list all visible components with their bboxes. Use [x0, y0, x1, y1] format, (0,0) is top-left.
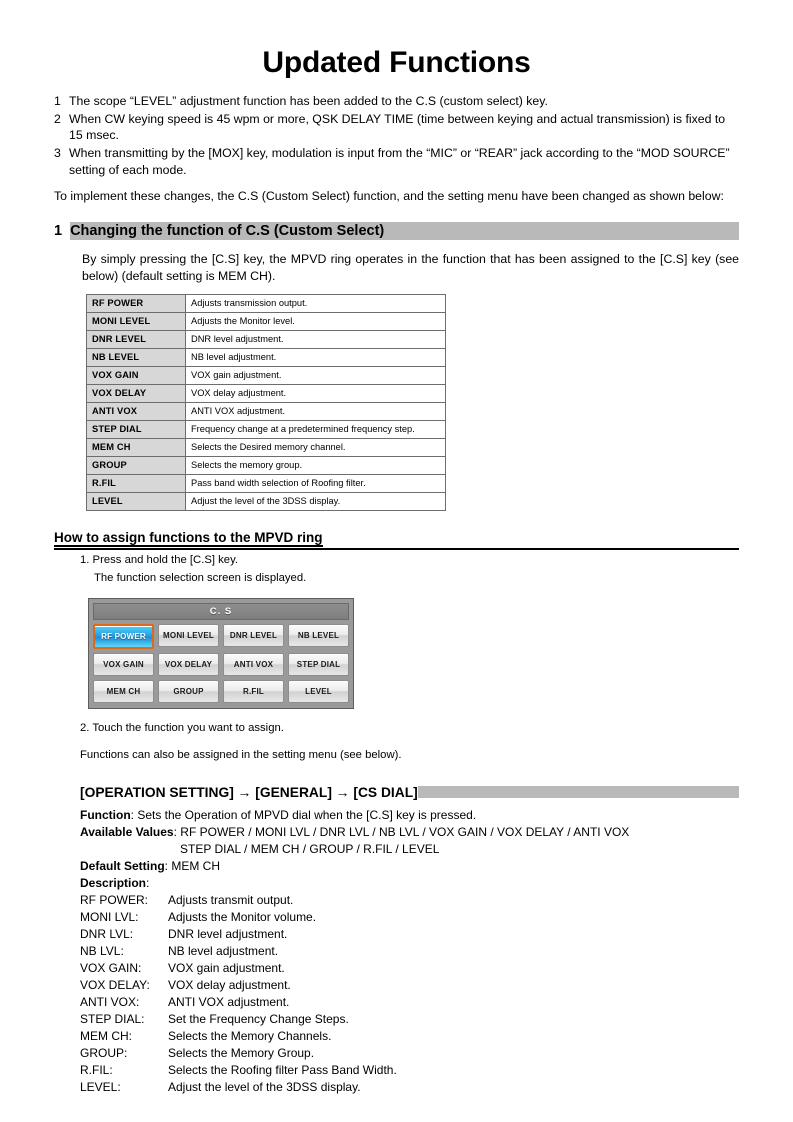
- section-1-title: Changing the function of C.S (Custom Select): [70, 222, 385, 239]
- desc-key: MEM CH:: [80, 1028, 132, 1043]
- menu-available-label: Available Values: [80, 824, 174, 839]
- table-row: [87, 492, 446, 510]
- page-title: Updated Functions: [262, 46, 531, 79]
- table-cell-desc: Selects the Desired memory channel.: [186, 438, 446, 456]
- table-cell-desc: Adjusts transmission output.: [186, 294, 446, 312]
- intro-numbered-list: [54, 93, 739, 179]
- cs-function-selection-screen: [88, 598, 354, 709]
- menu-default-line: [80, 858, 739, 875]
- list-item-number: 3: [54, 146, 61, 161]
- section-1-band: [70, 222, 739, 240]
- menu-function-label: Function: [80, 807, 131, 822]
- list-item: [80, 892, 739, 909]
- desc-key: LEVEL:: [80, 1080, 121, 1094]
- table-cell-label: STEP DIAL: [87, 420, 186, 438]
- desc-value: VOX delay adjustment.: [168, 977, 291, 992]
- cs-button-group[interactable]: GROUP: [158, 680, 219, 703]
- cs-button-vox-gain[interactable]: VOX GAIN: [93, 653, 154, 676]
- table-cell-label: MONI LEVEL: [87, 312, 186, 330]
- desc-key: R.FIL:: [80, 1062, 113, 1077]
- menu-path-band: [418, 786, 739, 798]
- table-cell-desc: Selects the memory group.: [186, 456, 446, 474]
- intro-paragraph: To implement these changes, the C.S (Custom Select) function, and the setting menu have been changed as shown below:: [54, 188, 724, 203]
- list-item: [80, 1079, 739, 1096]
- list-item-text: The scope “LEVEL” adjustment function has been added to the C.S (custom select) key.: [69, 94, 548, 108]
- desc-value: Set the Frequency Change Steps.: [168, 1011, 349, 1026]
- cs-button-step-dial[interactable]: STEP DIAL: [288, 653, 349, 676]
- desc-value: Adjusts transmit output.: [168, 892, 294, 907]
- list-item: [80, 1062, 739, 1079]
- desc-value: Selects the Roofing filter Pass Band Width.: [168, 1062, 397, 1077]
- table-cell-desc: Adjusts the Monitor level.: [186, 312, 446, 330]
- table-cell-label: R.FIL: [87, 474, 186, 492]
- desc-key: ANTI VOX:: [80, 994, 140, 1009]
- list-item-number: 1: [54, 94, 61, 108]
- cs-button-rf-power[interactable]: RF POWER: [93, 624, 154, 649]
- desc-value: Selects the Memory Group.: [168, 1045, 315, 1060]
- table-cell-label: LEVEL: [87, 492, 186, 510]
- menu-available-value: : RF POWER / MONI LVL / DNR LVL / NB LVL / VOX GAIN / VOX DELAY / ANTI VOX: [173, 824, 630, 839]
- desc-key: GROUP:: [80, 1045, 128, 1060]
- table-cell-label: RF POWER: [87, 294, 186, 312]
- desc-key: STEP DIAL:: [80, 1011, 145, 1026]
- menu-description-colon: :: [146, 875, 150, 890]
- desc-key: MONI LVL:: [80, 909, 139, 924]
- list-item: [80, 909, 739, 926]
- cs-screen-titlebar: C. S: [93, 603, 349, 620]
- cs-button-r-fil[interactable]: R.FIL: [223, 680, 284, 703]
- menu-description-list: [54, 892, 739, 1096]
- list-item: [80, 1011, 739, 1028]
- table-row: [87, 474, 446, 492]
- assign-note: Functions can also be assigned in the setting menu (see below).: [80, 749, 402, 762]
- table-row: [87, 402, 446, 420]
- menu-description-label: Description: [80, 875, 147, 890]
- menu-definition-block: [54, 807, 739, 892]
- desc-value: ANTI VOX adjustment.: [168, 994, 290, 1009]
- menu-available-line: [80, 824, 739, 841]
- table-row: [87, 420, 446, 438]
- desc-key: NB LVL:: [80, 943, 124, 958]
- section-1-heading: [54, 222, 739, 240]
- menu-default-value: : MEM CH: [164, 858, 221, 873]
- table-row: [87, 456, 446, 474]
- section-1-number: 1: [54, 222, 63, 239]
- cs-button-anti-vox[interactable]: ANTI VOX: [223, 653, 284, 676]
- list-item: [80, 1028, 739, 1045]
- function-table: [86, 294, 446, 511]
- table-cell-desc: NB level adjustment.: [186, 348, 446, 366]
- desc-key: VOX GAIN:: [80, 960, 142, 975]
- table-cell-desc: VOX gain adjustment.: [186, 366, 446, 384]
- desc-value: Adjust the level of the 3DSS display.: [168, 1080, 361, 1094]
- list-item-text: When CW keying speed is 45 wpm or more, QSK DELAY TIME (time between keying and actual transmission) is fixed to 15 msec.: [69, 111, 726, 143]
- table-cell-desc: ANTI VOX adjustment.: [186, 402, 446, 420]
- table-cell-desc: Pass band width selection of Roofing filter.: [186, 474, 446, 492]
- table-row: [87, 348, 446, 366]
- list-item-text: When transmitting by the [MOX] key, modulation is input from the “MIC” or “REAR” jack according to the “MOD SOURCE” setting of each mode.: [69, 146, 730, 177]
- table-row: [87, 294, 446, 312]
- menu-available-value-cont: STEP DIAL / MEM CH / GROUP / R.FIL / LEVEL: [180, 841, 440, 856]
- cs-button-vox-delay[interactable]: VOX DELAY: [158, 653, 219, 676]
- assign-heading-wrap: [54, 529, 739, 550]
- cs-button-moni-level[interactable]: MONI LEVEL: [158, 624, 219, 647]
- table-cell-label: DNR LEVEL: [87, 330, 186, 348]
- menu-description-line: [80, 875, 739, 892]
- list-item: [54, 111, 739, 144]
- cs-button-grid: [93, 624, 349, 703]
- desc-value: NB level adjustment.: [168, 943, 279, 958]
- menu-path-text: [OPERATION SETTING] → [GENERAL] → [CS DIAL]: [80, 784, 418, 800]
- desc-key: RF POWER:: [80, 892, 148, 907]
- table-row: [87, 384, 446, 402]
- desc-value: Selects the Memory Channels.: [168, 1028, 332, 1043]
- desc-key: VOX DELAY:: [80, 977, 150, 992]
- table-cell-label: GROUP: [87, 456, 186, 474]
- desc-value: VOX gain adjustment.: [168, 960, 285, 975]
- table-row: [87, 312, 446, 330]
- table-cell-desc: Frequency change at a predetermined frequency step.: [186, 420, 446, 438]
- desc-value: DNR level adjustment.: [168, 926, 288, 941]
- table-cell-desc: Adjust the level of the 3DSS display.: [186, 492, 446, 510]
- page-content: [54, 46, 739, 1096]
- list-item-number: 2: [54, 111, 61, 126]
- table-cell-desc: VOX delay adjustment.: [186, 384, 446, 402]
- list-item: [80, 1045, 739, 1062]
- list-item: [80, 943, 739, 960]
- table-cell-desc: DNR level adjustment.: [186, 330, 446, 348]
- menu-default-label: Default Setting: [80, 858, 165, 873]
- table-row: [87, 366, 446, 384]
- table-cell-label: ANTI VOX: [87, 402, 186, 420]
- menu-path-heading: [80, 784, 739, 801]
- list-item: [80, 960, 739, 977]
- table-row: [87, 438, 446, 456]
- cs-button-level[interactable]: LEVEL: [288, 680, 349, 703]
- table-cell-label: NB LEVEL: [87, 348, 186, 366]
- table-cell-label: VOX GAIN: [87, 366, 186, 384]
- table-cell-label: VOX DELAY: [87, 384, 186, 402]
- section-1-paragraph: By simply pressing the [C.S] key, the MPVD ring operates in the function that has been assigned to the [C.S] key (see below) (default setting is MEM CH).: [82, 251, 739, 283]
- assign-step-1: 1. Press and hold the [C.S] key.: [80, 553, 239, 566]
- table-cell-label: MEM CH: [87, 438, 186, 456]
- table-row: [87, 330, 446, 348]
- assign-step-2: 2. Touch the function you want to assign.: [80, 722, 284, 734]
- list-item: [80, 926, 739, 943]
- menu-function-line: [80, 807, 739, 824]
- desc-value: Adjusts the Monitor volume.: [168, 909, 317, 924]
- cs-button-nb-level[interactable]: NB LEVEL: [288, 624, 349, 647]
- list-item: [54, 145, 739, 178]
- assign-step-1-sub: The function selection screen is displayed.: [94, 571, 307, 584]
- cs-button-mem-ch[interactable]: MEM CH: [93, 680, 154, 703]
- list-item: [80, 994, 739, 1011]
- assign-heading: How to assign functions to the MPVD ring: [54, 529, 323, 545]
- list-item: [80, 977, 739, 994]
- desc-key: DNR LVL:: [80, 926, 134, 941]
- cs-button-dnr-level[interactable]: DNR LEVEL: [223, 624, 284, 647]
- menu-function-value: : Sets the Operation of MPVD dial when the [C.S] key is pressed.: [130, 807, 477, 822]
- list-item: [54, 93, 739, 110]
